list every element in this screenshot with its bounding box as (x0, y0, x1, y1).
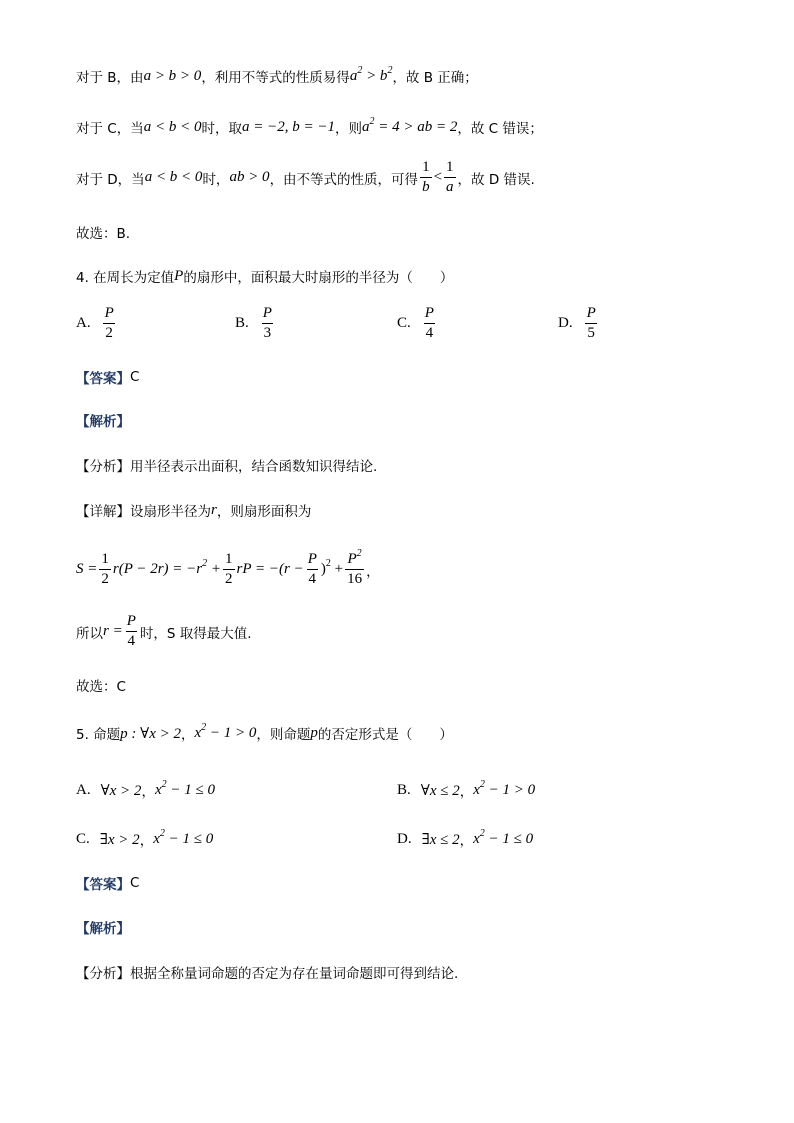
text: 对于 D，当 (76, 171, 145, 188)
q4-equation: S = $\frac{1}{2}$ $r(P - 2r) = -r^2$ + $\frac{1}{2}$ rP = −(r − $\frac{P}{4}$ )$^2$ + $\frac{P^2}{16}$ ， (76, 548, 380, 587)
text: ，利用不等式的性质易得 (201, 70, 350, 86)
q4-option-b: B. $\frac{P}{3}$ (235, 305, 272, 341)
math: $a^2 = 4$ > ab = 2 (361, 115, 458, 135)
fraction: $\frac{1}{2}$ (225, 551, 233, 587)
q5-analysis-tag: 【解析】 (76, 921, 130, 937)
text: ，故 C 错误； (457, 121, 543, 137)
q5-option-a: A. ∀x > 2 ， $x^2 - 1 \le 0$ (76, 778, 215, 800)
text: 对于 B，由 (76, 70, 144, 86)
text: ，则 (334, 121, 362, 137)
text: ，故 D 错误. (457, 171, 535, 188)
math: a < b < 0 (143, 118, 202, 135)
fraction: $\frac{P}{5}$ (586, 305, 596, 341)
text: ，由不等式的性质，可得 (269, 171, 419, 188)
q5-option-c: C. ∃x > 2 ， $x^2 - 1 \le 0$ (76, 827, 214, 849)
fraction: $\frac{1}{a}$ (446, 159, 454, 195)
q4-conclusion: 所以 r = $\frac{P}{4}$ 时，S 取得最大值. (76, 613, 252, 649)
text: 时， (202, 171, 230, 188)
solution-line-c (76, 117, 543, 137)
fraction: $\frac{P}{4}$ (424, 305, 434, 341)
fraction: $\frac{P^2}{16}$ (347, 548, 363, 587)
q5-answer: 【答案】 C (76, 875, 140, 893)
q4-fenxi: 【分析】 用半径表示出面积，结合函数知识得结论. (76, 459, 378, 475)
math: a < b < 0 (144, 169, 203, 185)
fraction: $\frac{P}{4}$ (307, 551, 317, 587)
q4-choice: 故选：C (76, 679, 126, 695)
solution-line-d (76, 160, 535, 195)
text: 对于 C，当 (76, 121, 144, 137)
fraction: $\frac{P}{2}$ (104, 305, 114, 341)
q4-option-d: D. $\frac{P}{5}$ (558, 305, 596, 341)
q5-option-b: B. ∀x ≤ 2 ， $x^2 - 1 > 0$ (397, 778, 536, 800)
solution-line-b (76, 66, 478, 86)
math: a > b > 0 (143, 67, 202, 84)
q5-fenxi: 【分析】 根据全称量词命题的否定为存在量词命题即可得到结论. (76, 966, 459, 982)
fraction: $\frac{P}{3}$ (262, 305, 272, 341)
choice-line (76, 222, 130, 242)
q4-option-a: A. $\frac{P}{2}$ (76, 305, 114, 341)
math: $a^2 > b^2$ (349, 64, 393, 84)
text: ，故 B 正确； (392, 70, 478, 86)
question-5-stem: 5. 命题 p : ∀x > 2 ， $x^2 - 1 > 0$ ，则命题 p 的否定形式是（ ） (76, 721, 453, 743)
math: ab > 0 (229, 169, 270, 185)
fraction: $\frac{1}{b}$ (422, 159, 430, 195)
q5-option-d: D. ∃x ≤ 2 ， $x^2 - 1 \le 0$ (397, 827, 534, 849)
math: < (433, 169, 443, 185)
question-4-stem: 4. 在周长为定值 P 的扇形中，面积最大时扇形的半径为（ ） (76, 267, 454, 286)
q4-answer: 【答案】 C (76, 369, 140, 387)
q4-detail: 【详解】 设扇形半径为 r ，则扇形面积为 (76, 501, 312, 520)
fraction: $\frac{P}{4}$ (126, 613, 136, 649)
math: a = −2, b = −1 (241, 118, 335, 135)
text: 故选：B. (76, 226, 131, 242)
q4-option-c: C. $\frac{P}{4}$ (397, 305, 434, 341)
q4-analysis-tag: 【解析】 (76, 414, 130, 430)
fraction: $\frac{1}{2}$ (101, 551, 109, 587)
text: 时，取 (201, 121, 242, 137)
